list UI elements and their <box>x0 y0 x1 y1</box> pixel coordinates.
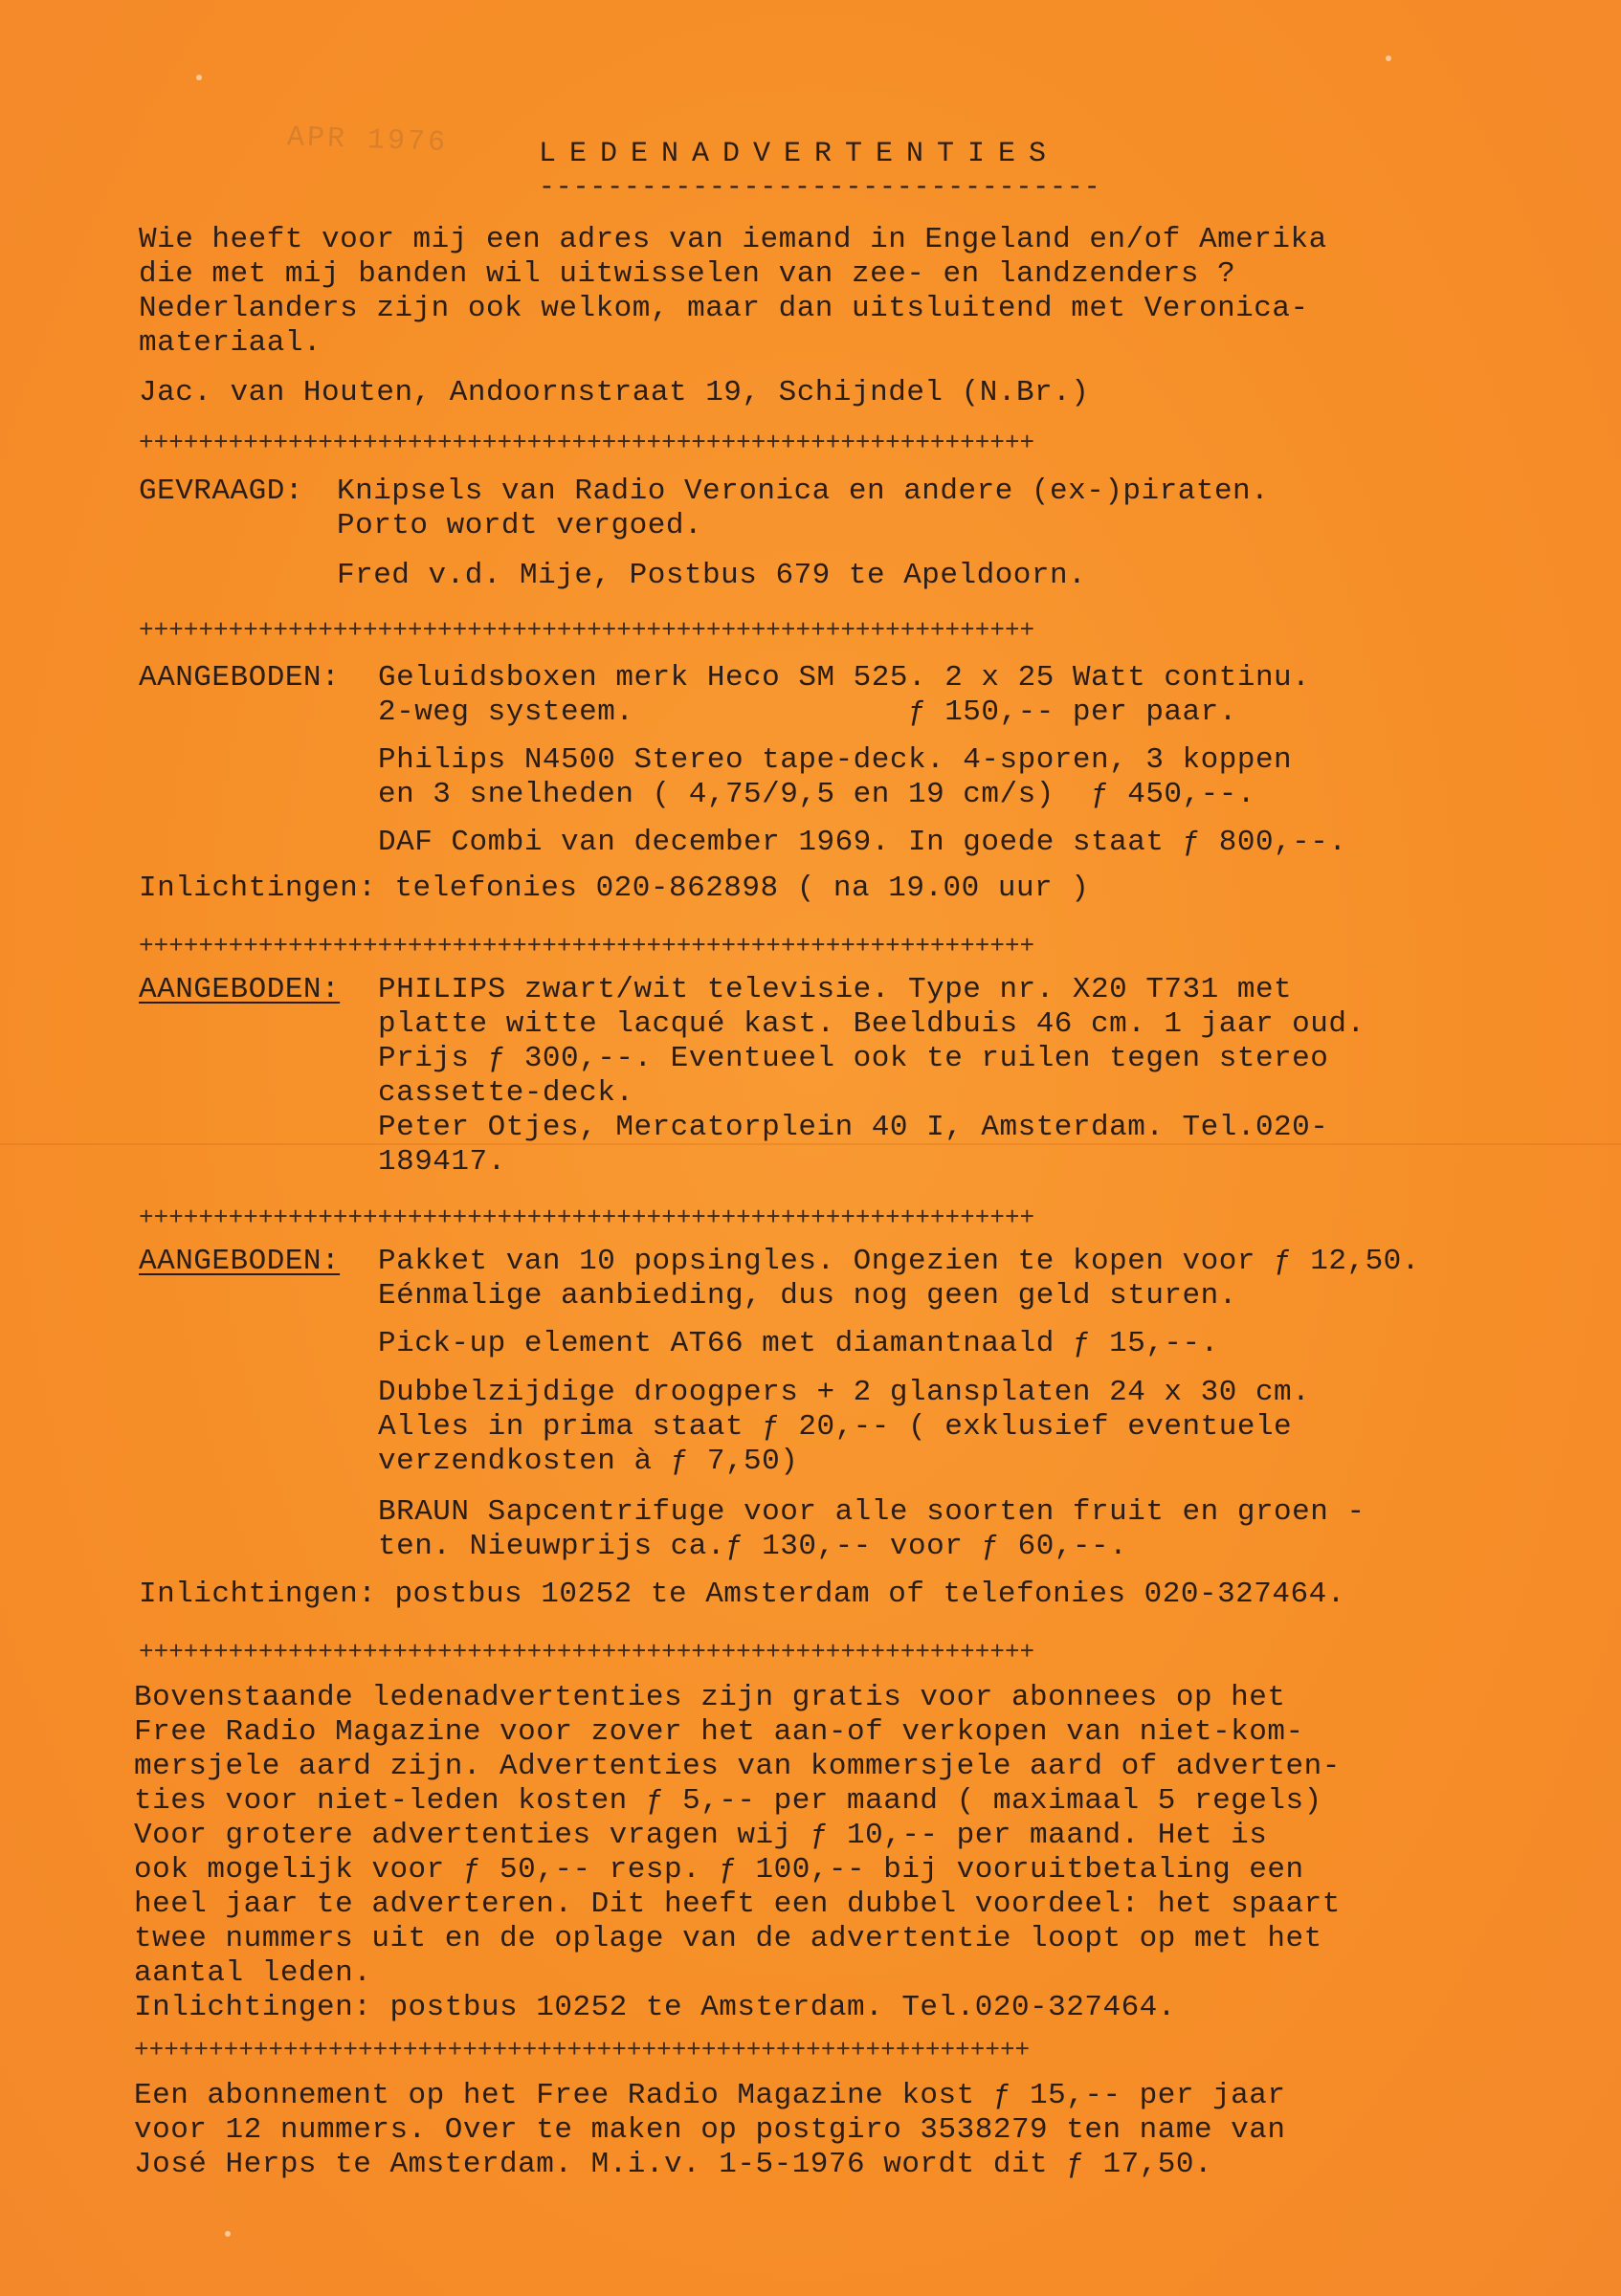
ad-text-line: Knipsels van Radio Veronica en andere (ex-)piraten. <box>337 475 1270 508</box>
ad-text-line: Wie heeft voor mij een adres van iemand in Engeland en/of Amerika <box>139 223 1327 256</box>
subscription-line: Een abonnement op het Free Radio Magazine kost ƒ 15,-- per jaar <box>134 2079 1286 2112</box>
ad-text-line: en 3 snelheden ( 4,75/9,5 en 19 cm/s) ƒ 450,--. <box>378 778 1255 811</box>
ad-contact: Fred v.d. Mije, Postbus 679 te Apeldoorn. <box>337 559 1087 592</box>
divider: ++++++++++++++++++++++++++++++++++++++++++++++++++++++++++++ <box>139 429 1035 457</box>
page-title: LEDENADVERTENTIES <box>539 138 1060 170</box>
ad-text-line: 2-weg systeem. ƒ 150,-- per paar. <box>378 695 1237 729</box>
subscription-line: voor 12 nummers. Over te maken op postgiro 3538279 ten name van <box>134 2113 1286 2147</box>
ad-label: AANGEBODEN: <box>139 973 341 1006</box>
notice-line: Voor grotere advertenties vragen wij ƒ 10,-- per maand. Het is <box>134 1819 1268 1852</box>
divider: ++++++++++++++++++++++++++++++++++++++++++++++++++++++++++++ <box>139 616 1035 645</box>
ad-text-line: BRAUN Sapcentrifuge voor alle soorten fruit en groen - <box>378 1495 1366 1529</box>
divider: ++++++++++++++++++++++++++++++++++++++++++++++++++++++++++++ <box>139 1638 1035 1667</box>
notice-line: twee nummers uit en de oplage van de advertentie loopt op met het <box>134 1922 1322 1955</box>
subscription-line: José Herps te Amsterdam. M.i.v. 1-5-1976 wordt dit ƒ 17,50. <box>134 2148 1213 2181</box>
ad-text-line: Pick-up element AT66 met diamantnaald ƒ 15,--. <box>378 1327 1219 1360</box>
ad-text-line: Alles in prima staat ƒ 20,-- ( exklusief eventuele <box>378 1410 1293 1444</box>
ad-contact: Jac. van Houten, Andoornstraat 19, Schijndel (N.Br.) <box>139 376 1090 409</box>
ad-text-line: cassette-deck. <box>378 1076 634 1110</box>
ad-info: Inlichtingen: postbus 10252 te Amsterdam of telefonies 020-327464. <box>139 1578 1345 1611</box>
ad-text-line: Nederlanders zijn ook welkom, maar dan uitsluitend met Veronica- <box>139 292 1309 325</box>
notice-line: ties voor niet-leden kosten ƒ 5,-- per maand ( maximaal 5 regels) <box>134 1784 1322 1818</box>
notice-line: heel jaar te adverteren. Dit heeft een dubbel voordeel: het spaart <box>134 1888 1341 1921</box>
date-stamp: APR 1976 <box>286 121 449 160</box>
ad-text-line: Geluidsboxen merk Heco SM 525. 2 x 25 Watt continu. <box>378 661 1311 695</box>
ad-text-line: 189417. <box>378 1145 506 1179</box>
ad-text-line: platte witte lacqué kast. Beeldbuis 46 cm. 1 jaar oud. <box>378 1007 1366 1041</box>
ad-text-line: die met mij banden wil uitwisselen van zee- en landzenders ? <box>139 257 1236 291</box>
ad-text-line: Porto wordt vergoed. <box>337 509 703 542</box>
ad-label: GEVRAAGD: <box>139 475 303 508</box>
ad-text-line: Eénmalige aanbieding, dus nog geen geld sturen. <box>378 1279 1237 1313</box>
notice-line: Bovenstaande ledenadvertenties zijn gratis voor abonnees op het <box>134 1681 1286 1714</box>
ad-label: AANGEBODEN: <box>139 661 341 695</box>
ad-label: AANGEBODEN: <box>139 1245 341 1278</box>
ad-text-line: PHILIPS zwart/wit televisie. Type nr. X20 T731 met <box>378 973 1293 1006</box>
ad-text-line: Peter Otjes, Mercatorplein 40 I, Amsterdam. Tel.020- <box>378 1111 1329 1144</box>
notice-line: Inlichtingen: postbus 10252 te Amsterdam. Tel.020-327464. <box>134 1991 1176 2024</box>
punch-mark <box>1386 55 1391 61</box>
ad-text-line: DAF Combi van december 1969. In goede staat ƒ 800,--. <box>378 826 1347 859</box>
ad-text-line: ten. Nieuwprijs ca.ƒ 130,-- voor ƒ 60,--. <box>378 1530 1128 1563</box>
notice-line: Free Radio Magazine voor zover het aan-of verkopen van niet-kom- <box>134 1715 1304 1749</box>
ad-text-line: Prijs ƒ 300,--. Eventueel ook te ruilen tegen stereo <box>378 1042 1329 1075</box>
ad-text-line: Philips N4500 Stereo tape-deck. 4-sporen, 3 koppen <box>378 743 1293 777</box>
divider: ++++++++++++++++++++++++++++++++++++++++++++++++++++++++++++ <box>139 932 1035 960</box>
notice-line: aantal leden. <box>134 1956 372 1990</box>
ad-info: Inlichtingen: telefonies 020-862898 ( na 19.00 uur ) <box>139 872 1090 905</box>
ad-text-line: verzendkosten à ƒ 7,50) <box>378 1445 799 1478</box>
ad-text-line: materiaal. <box>139 326 322 360</box>
divider: ++++++++++++++++++++++++++++++++++++++++++++++++++++++++++++ <box>139 1203 1035 1232</box>
divider: ++++++++++++++++++++++++++++++++++++++++++++++++++++++++++++ <box>134 2036 1031 2064</box>
ad-text-line: Dubbelzijdige droogpers + 2 glansplaten 24 x 30 cm. <box>378 1376 1311 1409</box>
notice-line: ook mogelijk voor ƒ 50,-- resp. ƒ 100,-- bij vooruitbetaling een <box>134 1853 1304 1887</box>
ad-text-line: Pakket van 10 popsingles. Ongezien te kopen voor ƒ 12,50. <box>378 1245 1420 1278</box>
title-underline: --------------------------------- <box>539 173 1101 203</box>
notice-line: mersjele aard zijn. Advertenties van kommersjele aard of adverten- <box>134 1750 1341 1783</box>
punch-mark <box>196 75 202 80</box>
punch-mark <box>225 2231 231 2237</box>
